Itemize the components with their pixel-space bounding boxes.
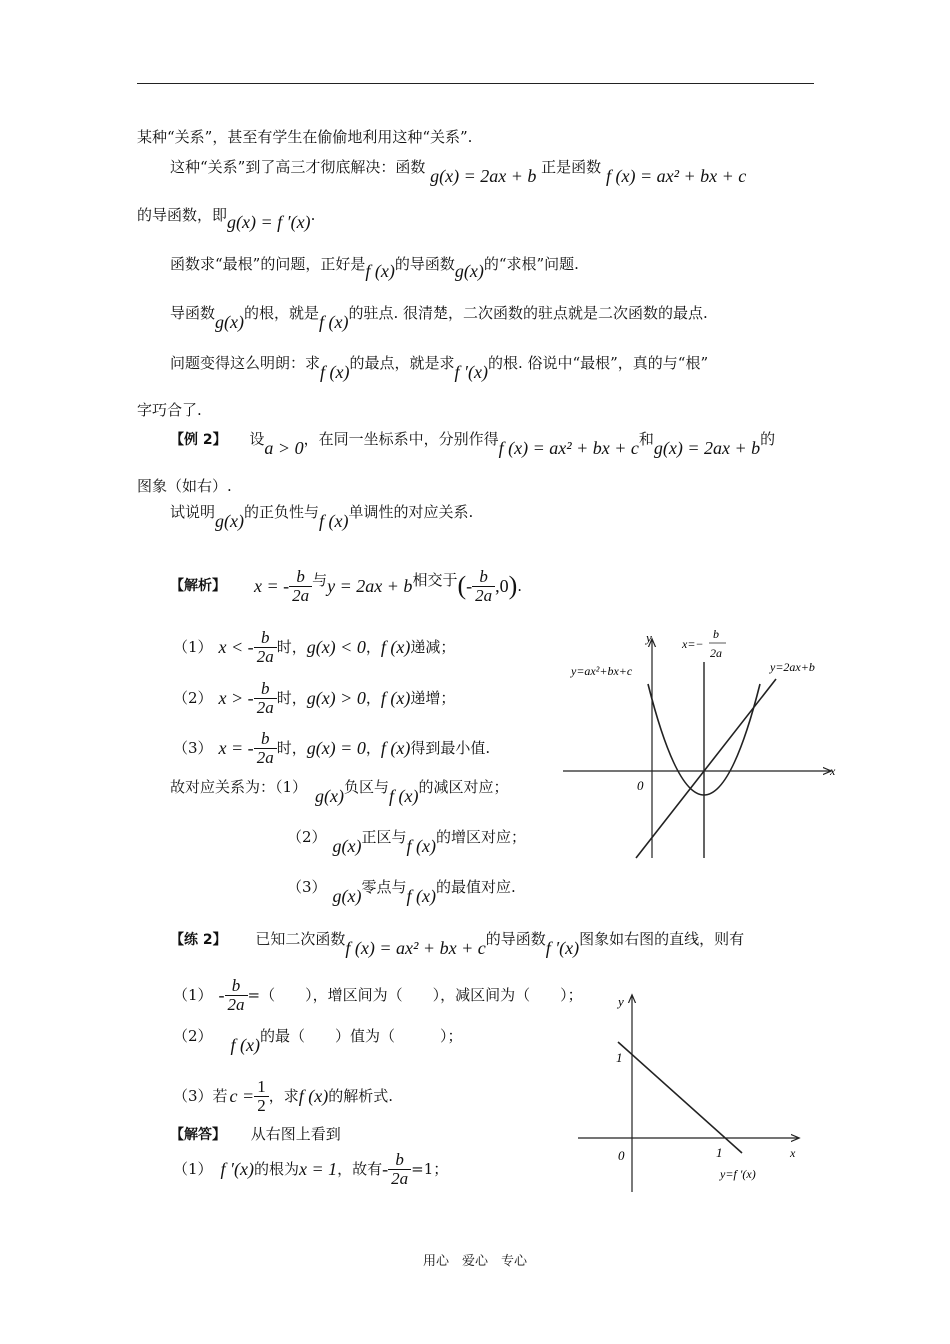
header-rule: [137, 83, 814, 84]
solution-a1: （1） f ′(x) 的根为 x = 1 ，故有 - $\frac{b}{2a}$ =1；: [173, 1149, 449, 1188]
graph-derivative-line: [575, 990, 810, 1195]
example2-line-2: 图象（如右）.: [137, 477, 232, 495]
para-line-2: 这种“关系”到了高三才彻底解决：函数 g(x) = 2ax + b 正是函数 f (x) = ax² + bx + c: [170, 158, 747, 186]
vline-label: x=−: [682, 637, 704, 651]
derivative-line: [636, 679, 776, 858]
relation-1: 故对应关系为：（1） g(x)负区与f (x)的减区对应；: [170, 778, 509, 806]
case-2: （2） x > - $\frac{b}{2a}$ 时， g(x) > 0 ， f (x) 递增；: [173, 678, 456, 717]
origin-label-2: 0: [618, 1148, 625, 1163]
para-line-7: 字巧合了.: [137, 401, 202, 419]
para-line-1: 某种“关系”，甚至有学生在偷偷地利用这种“关系”.: [137, 128, 473, 146]
analysis-heading: 【解析】: [170, 578, 226, 594]
practice2-heading: 【练 2】: [170, 932, 227, 948]
x-axis-label: x: [830, 764, 836, 778]
page-footer: 用心 爱心 专心: [422, 1254, 527, 1269]
x-axis-label-2: x: [790, 1146, 796, 1160]
practice2-q3: （3）若 c = $\frac{1}{2}$ ，求 f (x) 的解析式.: [173, 1076, 393, 1115]
para-line-6: 问题变得这么明朗：求f (x)的最点，就是求f ′(x)的根. 俗说中“最根”，真的与“根”: [170, 354, 709, 382]
formula-f: f (x) = ax² + bx + c: [605, 166, 747, 186]
x-tick-1: 1: [716, 1145, 723, 1160]
para-line-5: 导函数g(x)的根，就是f (x)的驻点. 很清楚，二次函数的驻点就是二次函数的最点.: [170, 304, 708, 332]
example2-heading: 【例 2】: [170, 432, 227, 448]
fprime-line: [618, 1042, 742, 1153]
solution-heading: 【解答】: [170, 1127, 226, 1143]
curve-label: y=ax²+bx+c: [571, 664, 633, 678]
example2-line: 【例 2】 设a > 0，在同一坐标系中，分别作得f (x) = ax² + bx + c和g(x) = 2ax + b的: [170, 430, 776, 458]
origin-label: 0: [637, 778, 644, 793]
line-label: y=2ax+b: [770, 660, 815, 674]
graph-parabola-line: [560, 625, 845, 865]
vline-frac-den: 2a: [710, 646, 722, 660]
example2-question: 试说明g(x)的正负性与f (x)单调性的对应关系.: [170, 503, 474, 531]
analysis-line: 【解析】 x = - $\frac{b}{2a}$ 与 y = 2ax + b 相交于 ( - $\frac{b}{2a}$ ,0 ) .: [170, 566, 523, 605]
practice2-line: 【练 2】 已知二次函数f (x) = ax² + bx + c的导函数f ′(x)图象如右图的直线，则有: [170, 930, 745, 958]
practice2-q1: （1） - $\frac{b}{2a}$ =（ ），增区间为（ ），减区间为（ ）；: [173, 975, 583, 1014]
case-1: （1） x < - $\frac{b}{2a}$ 时， g(x) < 0 ， f (x) 递减；: [173, 627, 456, 666]
y-axis-label: y: [646, 630, 652, 645]
y-axis-label-2: y: [618, 994, 624, 1009]
vline-frac-num: b: [713, 627, 719, 641]
practice2-q2: （2） f (x)的最（ ）值为（ ）；: [173, 1027, 463, 1055]
y-tick-1: 1: [616, 1050, 623, 1065]
para-line-3: 的导函数，即g(x) = f ′(x).: [137, 206, 316, 232]
relation-2: （2） g(x)正区与f (x)的增区对应；: [287, 828, 527, 856]
case-3: （3） x = - $\frac{b}{2a}$ 时， g(x) = 0 ， f (x) 得到最小值.: [173, 728, 491, 767]
para-line-4: 函数求“最根”的问题，正好是f (x)的导函数g(x)的“求根”问题.: [170, 255, 579, 281]
relation-3: （3） g(x)零点与f (x)的最值对应.: [287, 878, 516, 906]
line-label-2: y=f ′(x): [720, 1167, 756, 1181]
formula-g: g(x) = 2ax + b: [430, 166, 537, 186]
solution-line: 【解答】 从右图上看到: [170, 1125, 341, 1143]
